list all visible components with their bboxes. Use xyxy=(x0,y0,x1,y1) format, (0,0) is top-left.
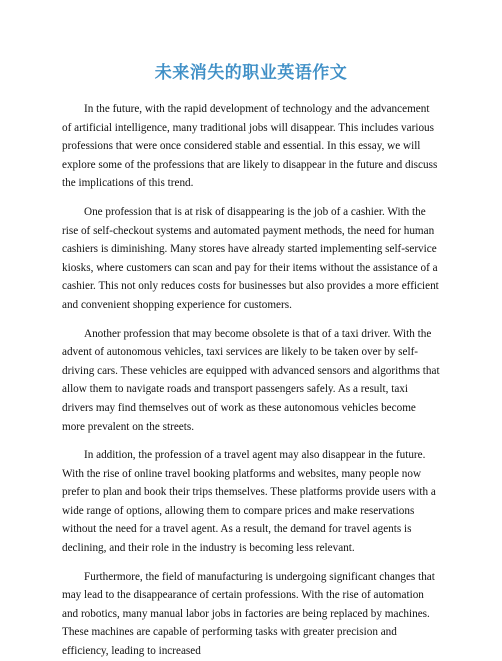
paragraph-manufacturing: Furthermore, the field of manufacturing is undergoing significant changes that may lead to the disappearance of certain professions. With the rise of automation and robotics, many manual labor jobs in factories are being replaced by machines. These machines are capable of performing tasks with greater precision and efficiency, leading to increased xyxy=(62,570,435,658)
paragraph-cashier: One profession that is at risk of disappearing is the job of a cashier. With the rise of self-checkout systems and automated payment methods, the need for human cashiers is diminishing. Many stores have already started implementing self-service kiosks, where customers can scan and pay for their items without the assistance of a cashier. This not only reduces costs for businesses but also provides a more efficient and convenient shopping experience for customers. xyxy=(62,205,439,311)
document-body xyxy=(62,100,440,661)
paragraph-intro: In the future, with the rapid development of technology and the advancement of artificial intelligence, many traditional jobs will disappear. This includes various professions that were once considered stable and essential. In this essay, we will explore some of the professions that are likely to disappear in the future and discuss the implications of this trend. xyxy=(62,103,438,190)
paragraph-travel-agent: In addition, the profession of a travel agent may also disappear in the future. With the rise of online travel booking platforms and websites, many people now prefer to plan and book their trips themselves. These platforms provide users with a wide range of options, allowing them to compare prices and make reservations without the need for a travel agent. As a result, the demand for travel agents is declining, and their role in the industry is becoming less relevant. xyxy=(62,449,436,555)
document-title: 未来消失的职业英语作文 xyxy=(154,63,348,83)
paragraph-taxi-driver: Another profession that may become obsolete is that of a taxi driver. With the advent of autonomous vehicles, taxi services are likely to be taken over by self-driving cars. These vehicles are equipped with advanced sensors and algorithms that allow them to navigate roads and transport passengers safely. As a result, taxi drivers may find themselves out of work as these autonomous vehicles become more prevalent on the streets. xyxy=(62,327,440,433)
